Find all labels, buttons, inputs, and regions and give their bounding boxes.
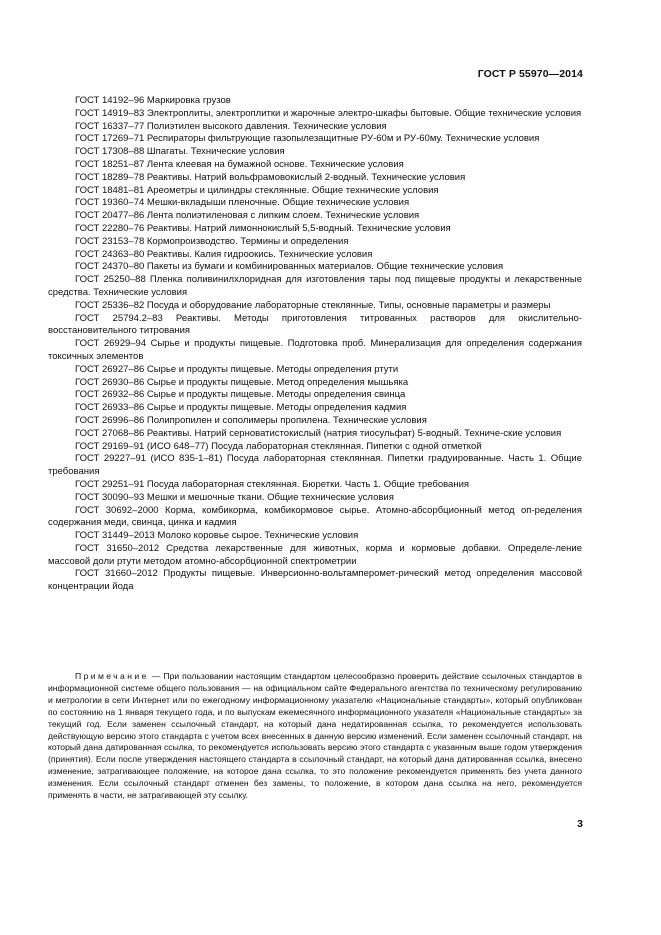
reference-item: ГОСТ 31650–2012 Средства лекарственные для животных, корма и кормовые добавки. Определе-ление массовой доли ртути методом атомно-абсорбционной спектрометрии	[48, 542, 582, 567]
reference-item: ГОСТ 30692–2000 Корма, комбикорма, комбикормовое сырье. Атомно-абсорбционный метод оп-ределения содержания меди, свинца, цинка и кадмия	[48, 504, 582, 529]
page-number: 3	[577, 818, 583, 830]
reference-item: ГОСТ 17269–71 Респираторы фильтрующие газопылезащитные РУ-60м и РУ-60му. Технические условия	[75, 133, 540, 145]
reference-item: ГОСТ 19360–74 Мешки-вкладыши пленочные. Общие технические условия	[75, 197, 410, 209]
reference-item: ГОСТ 24363–80 Реактивы. Калия гидроокись. Технические условия	[75, 248, 373, 260]
reference-item: ГОСТ 26932–86 Сырье и продукты пищевые. Методы определения свинца	[75, 389, 406, 401]
note-label: Примечание	[75, 671, 149, 681]
reference-item: ГОСТ 26930–86 Сырье и продукты пищевые. Метод определения мышьяка	[75, 376, 409, 388]
reference-item: ГОСТ 25794.2–83 Реактивы. Методы приготовления титрованных растворов для окислительно-восстановительного титрования	[48, 312, 582, 337]
reference-item: ГОСТ 14192–96 Маркировка грузов	[75, 95, 231, 106]
reference-item: ГОСТ 20477–86 Лента полиэтиленовая с липким слоем. Технические условия	[75, 210, 420, 222]
reference-item: ГОСТ 27068–86 Реактивы. Натрий серноватистокислый (натрия тиосульфат) 5-водный. Техниче-ские условия	[75, 427, 562, 439]
reference-item: ГОСТ 25336–82 Посуда и оборудование лабораторные стеклянные. Типы, основные параметры и размеры	[75, 299, 551, 311]
reference-item: ГОСТ 29227–91 (ИСО 835-1–81) Посуда лабораторная стеклянная. Пипетки градуированные. Часть 1. Общие требования	[48, 453, 582, 478]
reference-item: ГОСТ 31660–2012 Продукты пищевые. Инверсионно-вольтамперомет-рический метод определения массовой концентрации йода	[48, 568, 582, 593]
document-header: ГОСТ Р 55970—2014	[477, 68, 583, 80]
reference-item: ГОСТ 26996–86 Полипропилен и сополимеры пропилена. Технические условия	[75, 414, 427, 426]
reference-item: ГОСТ 29251–91 Посуда лабораторная стеклянная. Бюретки. Часть 1. Общие требования	[75, 478, 470, 490]
reference-item: ГОСТ 18251–87 Лента клеевая на бумажной основе. Технические условия	[75, 158, 404, 170]
reference-item: ГОСТ 26929–94 Сырье и продукты пищевые. Подготовка проб. Минерализация для определения содержания токсичных элементов	[48, 338, 582, 362]
note-paragraph	[48, 671, 582, 802]
reference-item: ГОСТ 18289–78 Реактивы. Натрий вольфрамовокислый 2-водный. Технические условия	[75, 171, 466, 183]
reference-item: ГОСТ 26933–86 Сырье и продукты пищевые. Методы определения кадмия	[75, 402, 407, 414]
reference-item: ГОСТ 29169–91 (ИСО 648–77) Посуда лабораторная стеклянная. Пипетки с одной отметкой	[75, 440, 482, 452]
reference-item: ГОСТ 24370–80 Пакеты из бумаги и комбинированных материалов. Общие технические условия	[75, 261, 504, 273]
reference-item: ГОСТ 14919–83 Электроплиты, электроплитки и жарочные электро-шкафы бытовые. Общие технические условия	[75, 107, 582, 119]
reference-item: ГОСТ 17308–88 Шпагаты. Технические условия	[75, 146, 285, 158]
reference-item: ГОСТ 30090–93 Мешки и мешочные ткани. Общие технические условия	[75, 491, 394, 503]
reference-item: ГОСТ 25250–88 Пленка поливинилхлоридная для изготовления тары под пищевые продукты и лекарственные средства. Технические условия	[48, 274, 582, 298]
reference-item: ГОСТ 22280–76 Реактивы. Натрий лимоннокислый 5,5-водный. Технические условия	[75, 222, 451, 234]
reference-item: ГОСТ 16337–77 Полиэтилен высокого давления. Технические условия	[75, 120, 387, 132]
reference-item: ГОСТ 23153–78 Кормопроизводство. Термины и определения	[75, 235, 349, 247]
reference-item: ГОСТ 26927–86 Сырье и продукты пищевые. Методы определения ртути	[75, 363, 399, 375]
reference-item: ГОСТ 31449–2013 Молоко коровье сырое. Технические условия	[75, 530, 359, 542]
reference-item: ГОСТ 18481–81 Ареометры и цилиндры стеклянные. Общие технические условия	[75, 184, 439, 196]
normative-references-list	[48, 95, 582, 594]
note-text: — При пользовании настоящим стандартом целесообразно проверить действие ссылочных стандартов в информационной системе общего пользования — на официальном сайте Федерального агентства по техническому регулированию и метрологии в сети Интернет или по ежегодному информационному указателю «Национальные стандарты», который опубликован по состоянию на 1 января текущего года, и по выпускам ежемесячного информационного указателя «Национальные стандарты» за текущий год. Если заменен ссылочный стандарт, на который дана недатированная ссылка, то рекомендуется использовать действующую версию этого стандарта с учетом всех внесенных в данную версию изменений. Если заменен ссылочный стандарт, на который дана датированная ссылка, то рекомендуется использовать версию этого стандарта с указанным выше годом утверждения (принятия). Если после утверждения настоящего стандарта в ссылочный стандарт, на который дана датированная ссылка, внесено изменение, затрагивающее положение, на которое дана ссылка, то это положение рекомендуется применять без учета данного изменения. Если ссылочный стандарт отменен без замены, то положение, в котором дана ссылка на него, рекомендуется применять в части, не затрагивающей эту ссылку.	[48, 671, 583, 801]
